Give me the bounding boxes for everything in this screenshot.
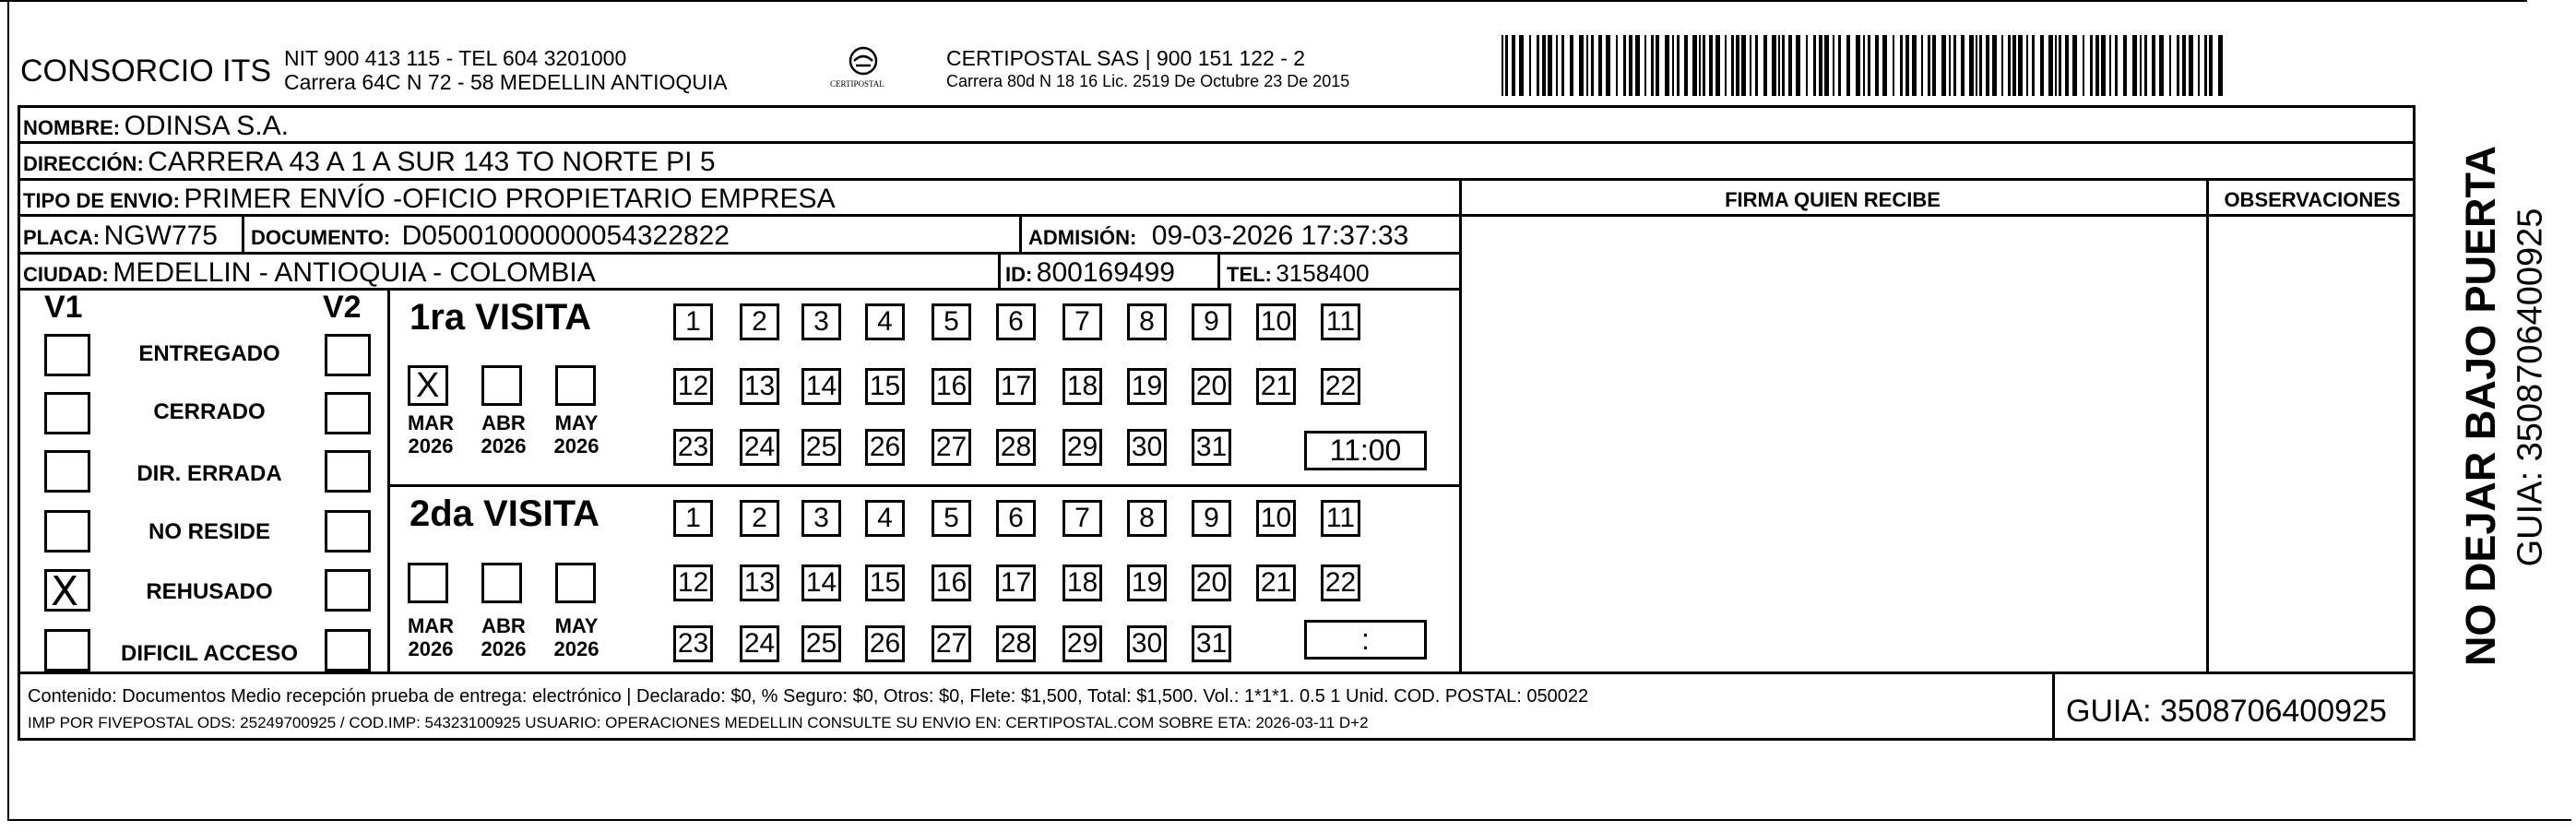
second-visit-day-25[interactable]: 25 <box>801 625 841 662</box>
obs-divider <box>2206 178 2209 672</box>
v2-check-cerrado[interactable] <box>325 392 371 434</box>
admision-value: 09-03-2026 17:37:33 <box>1151 220 1409 251</box>
v1-check-no-reside[interactable] <box>44 510 90 553</box>
second-visit-title: 2da VISITA <box>410 493 599 534</box>
first-visit-time: 11:00 <box>1329 434 1402 467</box>
v2-check-entregado[interactable] <box>325 334 371 376</box>
footer-guia: GUIA: 3508706400925 <box>2066 694 2387 729</box>
first-visit-day-27[interactable]: 27 <box>932 429 971 466</box>
status-cerrado: CERRADO <box>153 399 266 424</box>
placa-label: PLACA: <box>23 226 101 249</box>
id-divider <box>998 252 1001 288</box>
status-rehusado: REHUSADO <box>146 579 273 604</box>
second-visit-day-14[interactable]: 14 <box>801 565 841 601</box>
first-visit-day-5[interactable]: 5 <box>932 303 971 340</box>
second-visit-time-box[interactable] <box>1304 620 1427 660</box>
tel-value: 3158400 <box>1276 259 1370 287</box>
v2-check-dificil-acceso[interactable] <box>325 629 371 672</box>
second-visit-day-18[interactable]: 18 <box>1062 565 1102 601</box>
second-visit-day-19[interactable]: 19 <box>1127 565 1167 601</box>
tipo-label: TIPO DE ENVIO: <box>23 189 180 212</box>
status-dificil-acceso: DIFICIL ACCESO <box>120 641 298 666</box>
second-visit-day-6[interactable]: 6 <box>996 500 1036 537</box>
second-visit-day-16[interactable]: 16 <box>932 565 971 601</box>
logo-text: CERTIPOSTAL <box>830 79 884 89</box>
v2-month-may-label: MAY 2026 <box>553 614 599 660</box>
first-visit-day-29[interactable]: 29 <box>1062 429 1102 466</box>
second-visit-day-9[interactable]: 9 <box>1192 500 1231 537</box>
first-visit-day-10[interactable]: 10 <box>1256 303 1296 340</box>
observaciones-header: OBSERVACIONES <box>2224 188 2401 211</box>
side-guia: GUIA: 3508706400925 <box>2511 208 2550 567</box>
firma-divider <box>1459 178 1462 672</box>
company-address: Carrera 64C N 72 - 58 MEDELLIN ANTIOQUIA <box>284 70 728 94</box>
first-visit-day-16[interactable]: 16 <box>932 368 971 405</box>
first-visit-day-17[interactable]: 17 <box>996 368 1036 405</box>
company-nit: NIT 900 413 115 - TEL 604 3201000 <box>284 46 627 70</box>
status-entregado: ENTREGADO <box>138 341 280 366</box>
first-visit-day-13[interactable]: 13 <box>740 368 779 405</box>
admision-divider <box>1019 214 1022 252</box>
second-visit-time: : <box>1361 623 1370 656</box>
v2-label: V2 <box>323 290 362 325</box>
bottom-edge-line <box>7 819 2571 821</box>
second-visit-day-26[interactable]: 26 <box>865 625 905 662</box>
second-visit-day-7[interactable]: 7 <box>1062 500 1102 537</box>
top-edge-line <box>0 0 2527 2</box>
first-visit-day-15[interactable]: 15 <box>865 368 905 405</box>
second-visit-day-23[interactable]: 23 <box>673 625 713 662</box>
first-visit-day-21[interactable]: 21 <box>1256 368 1296 405</box>
company-name: CONSORCIO ITS <box>20 53 272 89</box>
v1-check-cerrado[interactable] <box>44 392 90 434</box>
certipostal-logo <box>826 42 900 98</box>
footer-imp: IMP POR FIVEPOSTAL ODS: 25249700925 / COD.IMP: 54323100925 USUARIO: OPERACIONES MEDELLIN CONSULTE SU ENVIO EN: CERTIPOSTAL.COM SOBRE ETA: 2026-03-11 D+2 <box>28 714 1369 731</box>
second-visit-day-1[interactable]: 1 <box>673 500 713 537</box>
first-visit-day-30[interactable]: 30 <box>1127 429 1167 466</box>
v1-month-mar-label: MAR 2026 <box>407 411 455 458</box>
v2-month-mar-label: MAR 2026 <box>407 614 455 660</box>
second-visit-day-11[interactable]: 11 <box>1321 500 1360 537</box>
v2-check-rehusado[interactable] <box>325 569 371 612</box>
documento-value: D05001000000054322822 <box>401 220 730 251</box>
first-visit-day-22[interactable]: 22 <box>1321 368 1360 405</box>
first-visit-day-26[interactable]: 26 <box>865 429 905 466</box>
row-line <box>18 252 1461 255</box>
second-visit-day-2[interactable]: 2 <box>740 500 779 537</box>
v2-month-may[interactable] <box>555 563 596 603</box>
second-visit-day-24[interactable]: 24 <box>740 625 779 662</box>
first-visit-day-1[interactable]: 1 <box>673 303 713 340</box>
second-visit-day-28[interactable]: 28 <box>996 625 1036 662</box>
v1-check-rehusado[interactable] <box>44 568 90 615</box>
second-visit-day-17[interactable]: 17 <box>996 565 1036 601</box>
direccion-value: CARRERA 43 A 1 A SUR 143 TO NORTE PI 5 <box>148 147 716 177</box>
left-edge-line <box>7 0 9 821</box>
ciudad-value: MEDELLIN - ANTIOQUIA - COLOMBIA <box>113 257 596 288</box>
second-visit-day-4[interactable]: 4 <box>865 500 905 537</box>
first-visit-time-box[interactable] <box>1304 431 1427 470</box>
first-visit-day-4[interactable]: 4 <box>865 303 905 340</box>
footer-guia-divider <box>2052 672 2055 741</box>
admision-label: ADMISIÓN: <box>1028 226 1137 249</box>
visit-divider <box>387 484 1459 487</box>
direccion-label: DIRECCIÓN: <box>23 152 144 175</box>
mar-x-mark: X <box>416 366 440 405</box>
documento-label: DOCUMENTO: <box>251 226 391 249</box>
tipo-value: PRIMER ENVÍO -OFICIO PROPIETARIO EMPRESA <box>184 184 836 214</box>
row-line <box>18 178 2416 181</box>
first-visit-day-9[interactable]: 9 <box>1192 303 1231 340</box>
status-no-reside: NO RESIDE <box>148 519 271 544</box>
v2-month-mar[interactable] <box>408 563 448 603</box>
second-visit-day-5[interactable]: 5 <box>932 500 971 537</box>
tel-label: TEL: <box>1227 263 1272 286</box>
first-visit-day-20[interactable]: 20 <box>1192 368 1231 405</box>
v1-label: V1 <box>44 290 83 325</box>
v1-check-dir-errada[interactable] <box>44 450 90 493</box>
status-dir-errada: DIR. ERRADA <box>137 461 282 486</box>
first-visit-day-23[interactable]: 23 <box>673 429 713 466</box>
placa-divider <box>242 214 244 252</box>
second-visit-day-10[interactable]: 10 <box>1256 500 1296 537</box>
second-visit-day-12[interactable]: 12 <box>673 565 713 601</box>
side-warning: NO DEJAR BAJO PUERTA <box>2457 145 2504 667</box>
first-visit-day-31[interactable]: 31 <box>1192 429 1231 466</box>
first-visit-day-8[interactable]: 8 <box>1127 303 1167 340</box>
second-visit-day-31[interactable]: 31 <box>1192 625 1231 662</box>
first-visit-day-28[interactable]: 28 <box>996 429 1036 466</box>
first-visit-day-2[interactable]: 2 <box>740 303 779 340</box>
v2-month-abr-label: ABR 2026 <box>481 614 527 660</box>
second-visit-day-3[interactable]: 3 <box>801 500 841 537</box>
v2-check-no-reside[interactable] <box>325 510 371 553</box>
first-visit-day-14[interactable]: 14 <box>801 368 841 405</box>
carrier-name: CERTIPOSTAL SAS | 900 151 122 - 2 <box>946 46 1306 70</box>
v1-month-may-label: MAY 2026 <box>553 411 599 458</box>
first-visit-title: 1ra VISITA <box>410 297 592 338</box>
v2-month-abr[interactable] <box>481 563 522 603</box>
v1-month-abr-label: ABR 2026 <box>481 411 527 458</box>
first-visit-day-25[interactable]: 25 <box>801 429 841 466</box>
footer-contenido: Contenido: Documentos Medio recepción prueba de entrega: electrónico | Declarado: $0, % Seguro: $0, Otros: $0, Flete: $1,500, Total: $1,500. Vol.: 1*1*1. 0.5 1 Unid. COD. POSTAL: 050022 <box>28 686 1589 707</box>
second-visit-day-21[interactable]: 21 <box>1256 565 1296 601</box>
second-visit-day-27[interactable]: 27 <box>932 625 971 662</box>
v1-month-mar[interactable] <box>408 365 448 406</box>
firma-header: FIRMA QUIEN RECIBE <box>1725 188 1941 211</box>
id-label: ID: <box>1005 263 1033 286</box>
nombre-label: NOMBRE: <box>23 116 121 139</box>
second-visit-day-22[interactable]: 22 <box>1321 565 1360 601</box>
header-underline <box>1459 214 2416 217</box>
rehusado-x-mark: X <box>51 568 79 615</box>
second-visit-day-29[interactable]: 29 <box>1062 625 1102 662</box>
first-visit-day-24[interactable]: 24 <box>740 429 779 466</box>
placa-value: NGW775 <box>103 220 218 251</box>
second-visit-day-20[interactable]: 20 <box>1192 565 1231 601</box>
second-visit-day-30[interactable]: 30 <box>1127 625 1167 662</box>
first-visit-day-11[interactable]: 11 <box>1321 303 1360 340</box>
first-visit-day-3[interactable]: 3 <box>801 303 841 340</box>
nombre-value: ODINSA S.A. <box>124 111 289 141</box>
first-visit-day-18[interactable]: 18 <box>1062 368 1102 405</box>
second-visit-day-8[interactable]: 8 <box>1127 500 1167 537</box>
second-visit-day-13[interactable]: 13 <box>740 565 779 601</box>
first-visit-day-12[interactable]: 12 <box>673 368 713 405</box>
first-visit-day-6[interactable]: 6 <box>996 303 1036 340</box>
id-value: 800169499 <box>1036 257 1175 288</box>
v1-month-may[interactable] <box>555 365 596 406</box>
ciudad-label: CIUDAD: <box>23 263 109 286</box>
v2-check-dir-errada[interactable] <box>325 450 371 493</box>
status-divider <box>387 288 390 672</box>
carrier-address: Carrera 80d N 18 16 Lic. 2519 De Octubre 23 De 2015 <box>946 72 1350 90</box>
first-visit-day-7[interactable]: 7 <box>1062 303 1102 340</box>
first-visit-day-19[interactable]: 19 <box>1127 368 1167 405</box>
barcode <box>1502 35 2230 96</box>
v1-check-entregado[interactable] <box>44 334 90 376</box>
second-visit-day-15[interactable]: 15 <box>865 565 905 601</box>
v1-check-dificil-acceso[interactable] <box>44 629 90 672</box>
row-line <box>18 141 2416 144</box>
tel-divider <box>1217 252 1220 288</box>
v1-month-abr[interactable] <box>481 365 522 406</box>
